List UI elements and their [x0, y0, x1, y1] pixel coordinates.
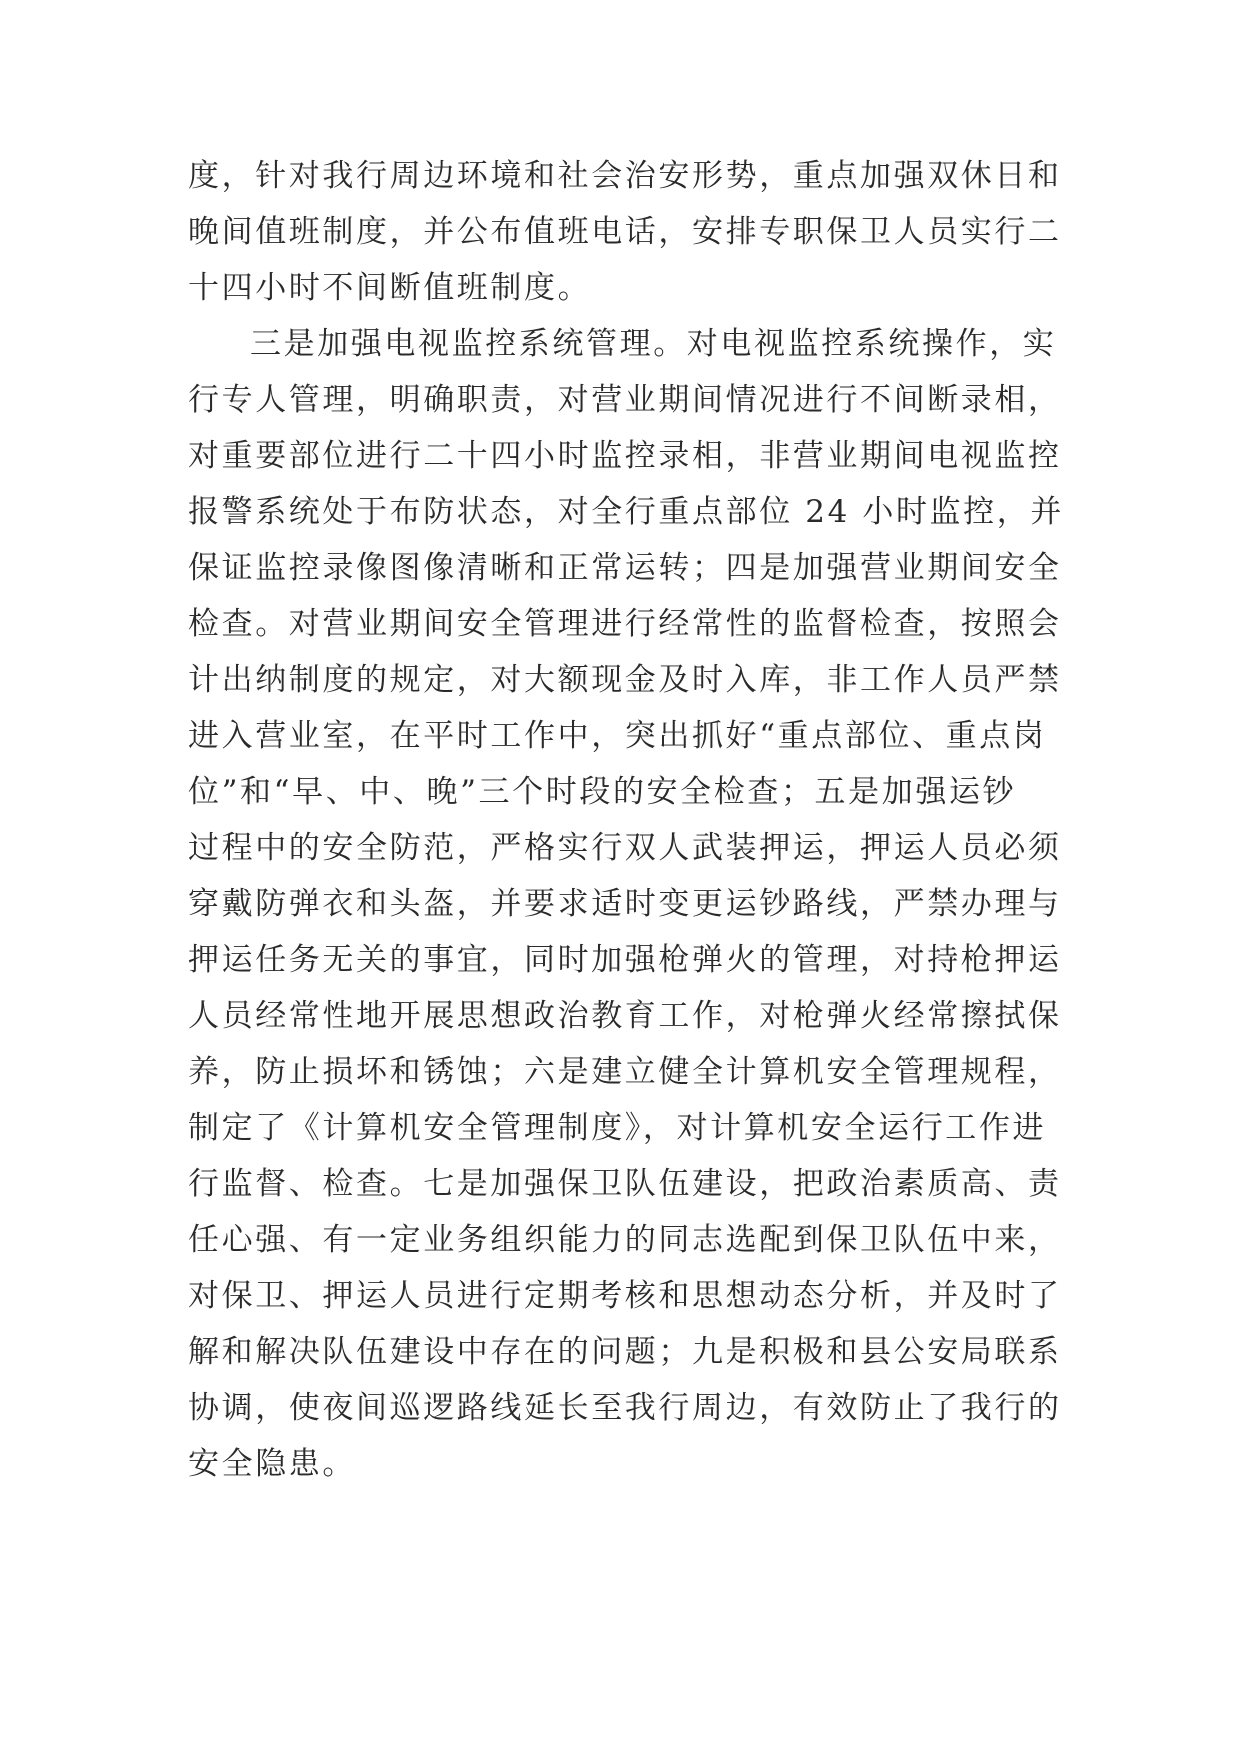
text-line: 对重要部位进行二十四小时监控录相，非营业期间电视监控	[188, 438, 1062, 474]
text-line: 进入营业室，在平时工作中，突出抓好“重点部位、重点岗	[188, 718, 1047, 754]
paragraph-1	[188, 148, 1062, 316]
paragraph-2	[188, 316, 1064, 1492]
text-line: 位”和“早、中、晚”三个时段的安全检查；五是加强运钞	[188, 774, 1017, 810]
text-line: 保证监控录像图像清晰和正常运转；四是加强营业期间安全	[188, 550, 1062, 586]
text-line: 十四小时不间断值班制度。	[188, 270, 592, 306]
text-line: 人员经常性地开展思想政治教育工作，对枪弹火经常擦拭保	[188, 998, 1062, 1034]
text-line: 度，针对我行周边环境和社会治安形势，重点加强双休日和	[188, 158, 1062, 194]
text-line: 晚间值班制度，并公布值班电话，安排专职保卫人员实行二	[188, 214, 1062, 250]
text-line: 报警系统处于布防状态，对全行重点部位 24 小时监控，并	[188, 494, 1064, 530]
text-line: 穿戴防弹衣和头盔，并要求适时变更运钞路线，严禁办理与	[188, 886, 1062, 922]
text-line: 过程中的安全防范，严格实行双人武装押运，押运人员必须	[188, 830, 1062, 866]
text-line: 计出纳制度的规定，对大额现金及时入库，非工作人员严禁	[188, 662, 1062, 698]
text-line: 养，防止损坏和锈蚀；六是建立健全计算机安全管理规程，	[188, 1054, 1062, 1090]
text-line: 行监督、检查。七是加强保卫队伍建设，把政治素质高、责	[188, 1166, 1062, 1202]
text-line: 制定了《计算机安全管理制度》，对计算机安全运行工作进	[188, 1110, 1047, 1146]
text-line: 行专人管理，明确职责，对营业期间情况进行不间断录相，	[188, 382, 1062, 418]
text-line: 任心强、有一定业务组织能力的同志选配到保卫队伍中来，	[188, 1222, 1062, 1258]
document-body	[188, 148, 1064, 1492]
text-line: 安全隐患。	[188, 1446, 356, 1482]
text-line: 对保卫、押运人员进行定期考核和思想动态分析，并及时了	[188, 1278, 1062, 1314]
text-line: 押运任务无关的事宜，同时加强枪弹火的管理，对持枪押运	[188, 942, 1062, 978]
text-line: 解和解决队伍建设中存在的问题；九是积极和县公安局联系	[188, 1334, 1062, 1370]
text-line: 三是加强电视监控系统管理。对电视监控系统操作，实	[250, 326, 1057, 362]
text-line: 检查。对营业期间安全管理进行经常性的监督检查，按照会	[188, 606, 1062, 642]
text-line: 协调，使夜间巡逻路线延长至我行周边，有效防止了我行的	[188, 1390, 1062, 1426]
